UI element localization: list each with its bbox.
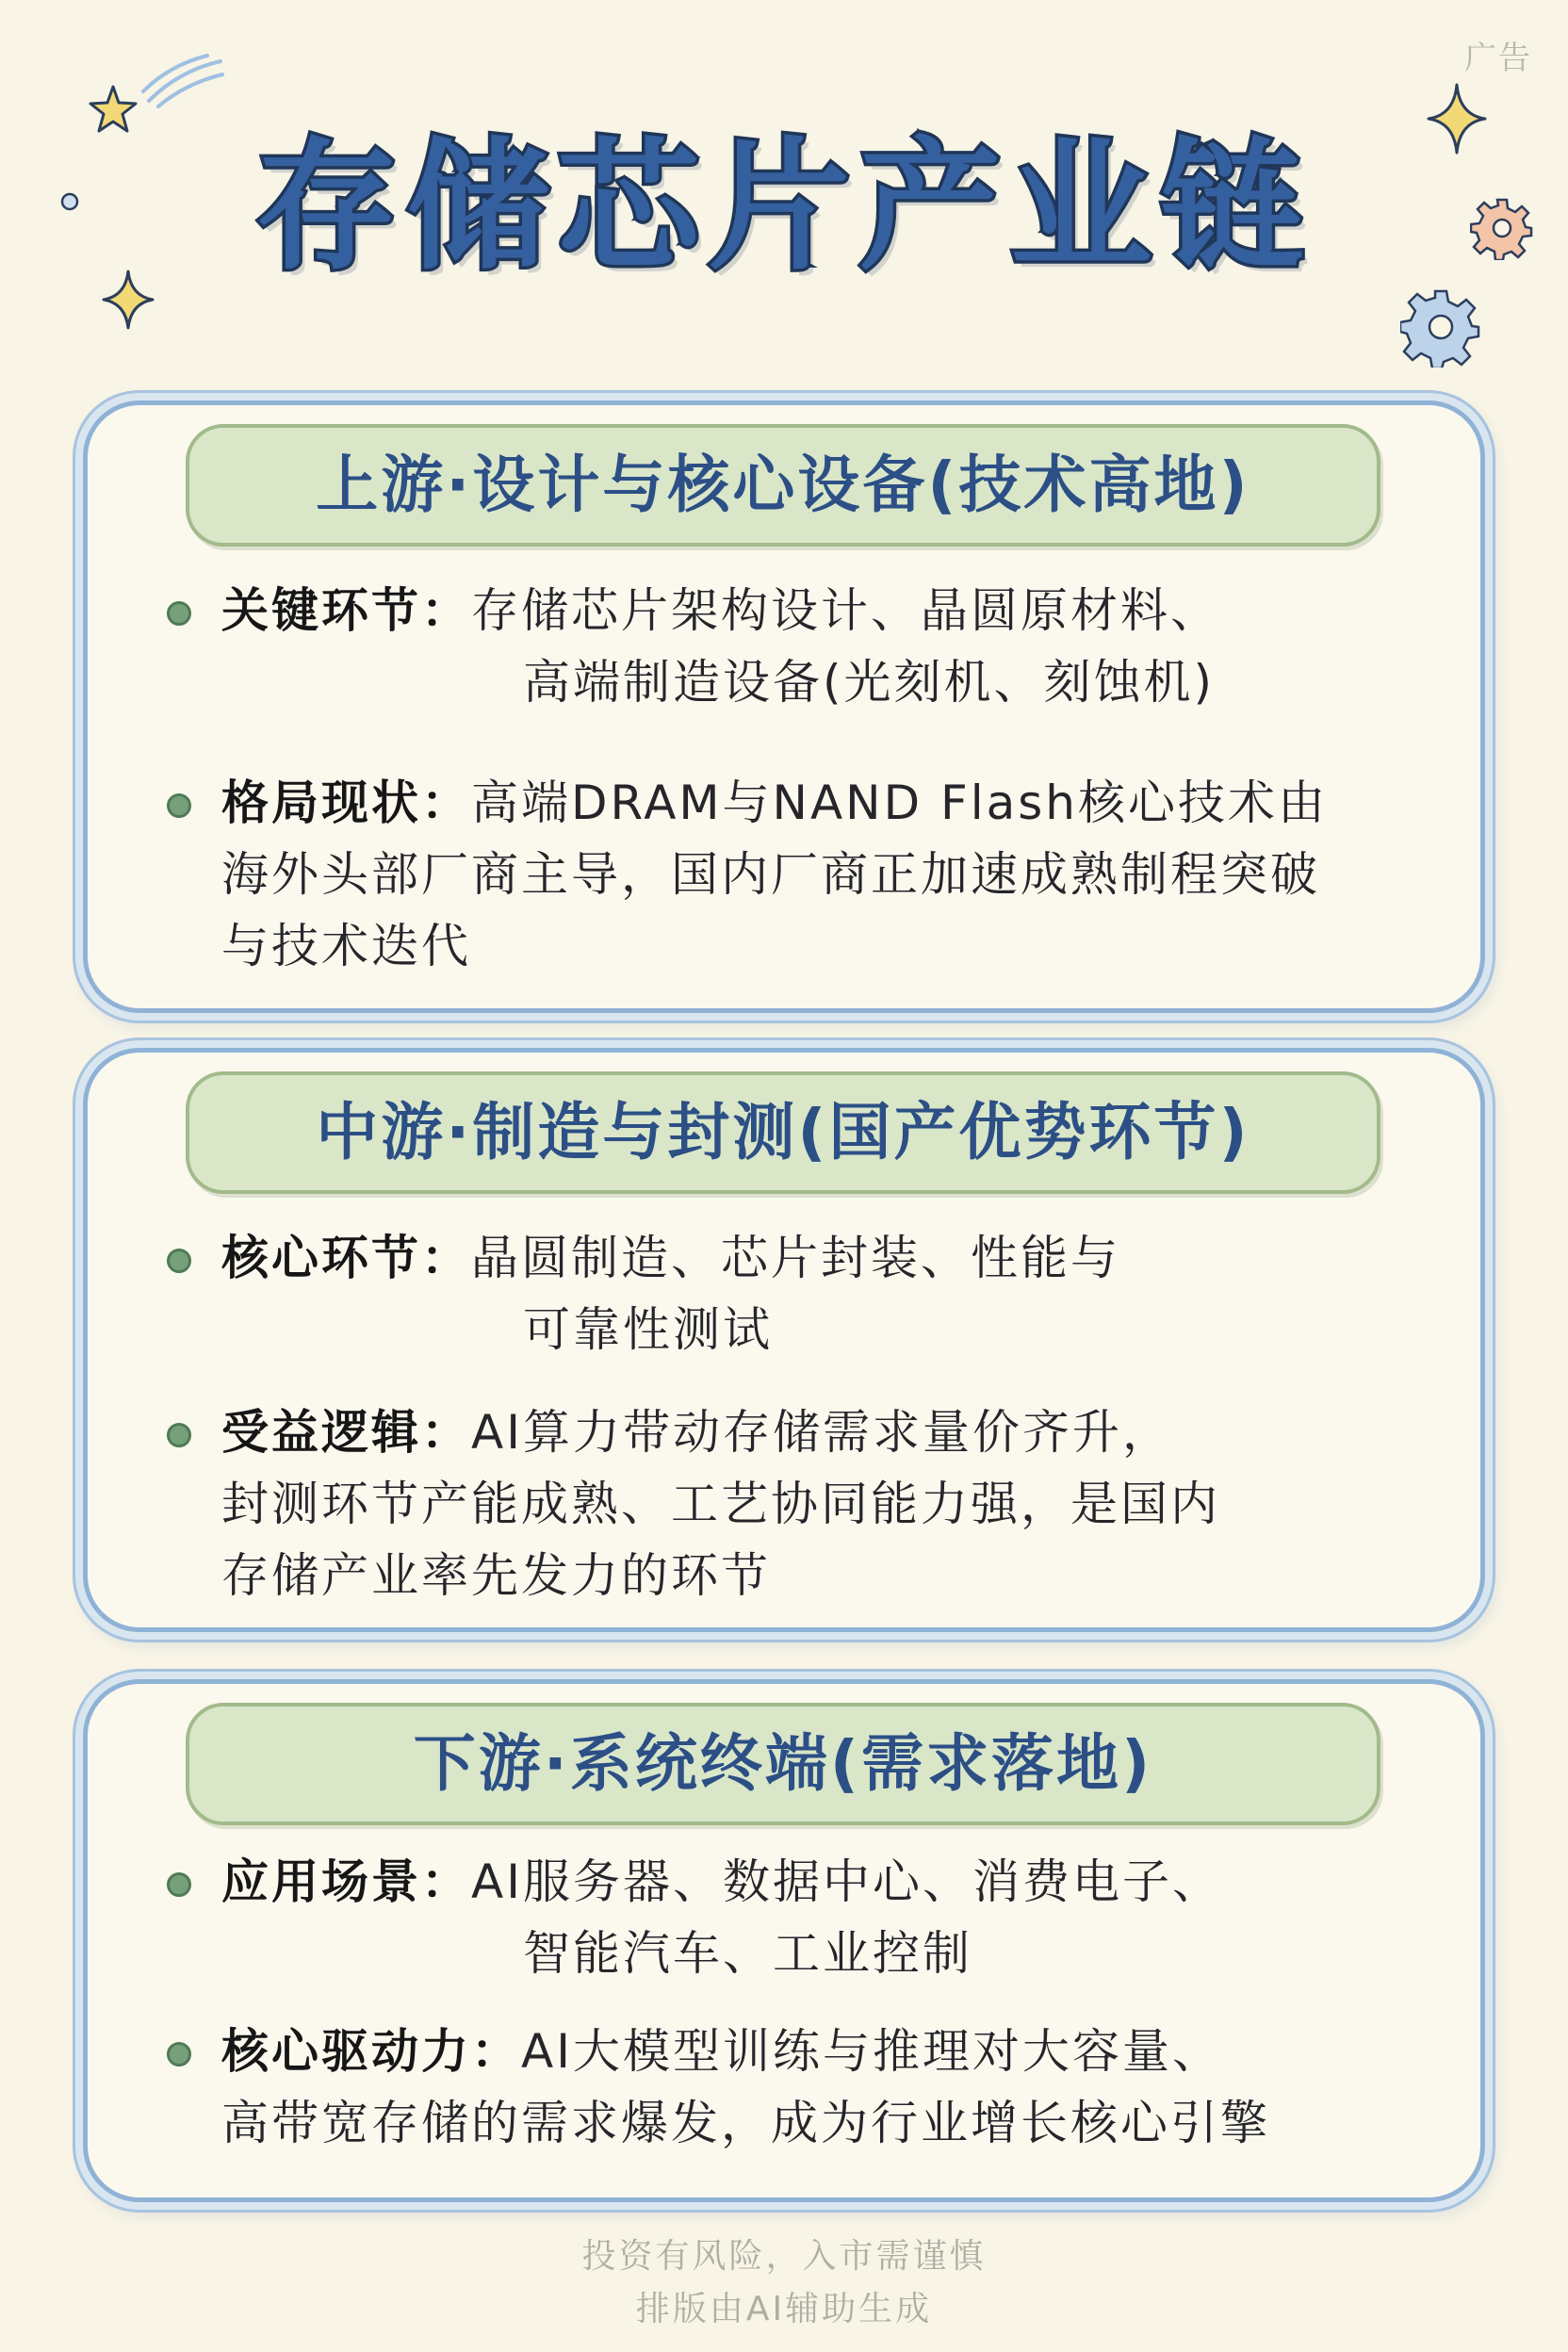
item-key: 应用场景： bbox=[221, 1854, 471, 1909]
item-value: 高端DRAM与NAND Flash核心技术由 bbox=[471, 776, 1328, 830]
item-value: 晶圆制造、芯片封装、性能与 bbox=[471, 1231, 1120, 1285]
ad-tag: 广告 bbox=[1464, 40, 1532, 77]
section-header: 上游·设计与核心设备(技术高地) bbox=[186, 424, 1380, 547]
page-title: 存储芯片产业链 bbox=[255, 125, 1312, 289]
section-header: 中游·制造与封测(国产优势环节) bbox=[186, 1071, 1380, 1194]
item-value: AI算力带动存储需求量价齐升， bbox=[471, 1405, 1172, 1460]
risk-disclaimer: 投资有风险，入市需谨慎 bbox=[581, 2237, 987, 2276]
item-value-cont: 与技术迭代 bbox=[221, 919, 471, 973]
item-key: 核心环节： bbox=[221, 1231, 471, 1285]
item-key: 格局现状： bbox=[221, 776, 471, 830]
item-value-cont: 高带宽存储的需求爆发，成为行业增长核心引擎 bbox=[221, 2096, 1270, 2150]
item-value: AI大模型训练与推理对大容量、 bbox=[521, 2024, 1222, 2079]
item-value: AI服务器、数据中心、消费电子、 bbox=[471, 1854, 1222, 1909]
ai-layout-note: 排版由AI辅助生成 bbox=[635, 2290, 933, 2328]
section-header: 下游·系统终端(需求落地) bbox=[186, 1703, 1380, 1825]
item-value-cont: 高端制造设备(光刻机、刻蚀机) bbox=[523, 655, 1216, 710]
bullet-icon bbox=[167, 793, 191, 818]
bullet-icon bbox=[167, 601, 191, 626]
motion-lines-icon bbox=[141, 52, 226, 108]
item-value-cont: 可靠性测试 bbox=[523, 1302, 773, 1357]
item-value-cont: 存储产业率先发力的环节 bbox=[221, 1548, 771, 1603]
bullet-icon bbox=[167, 1249, 191, 1273]
item-value-cont: 智能汽车、工业控制 bbox=[523, 1926, 972, 1981]
item-key: 受益逻辑： bbox=[221, 1405, 471, 1460]
section-downstream bbox=[83, 1679, 1485, 2202]
item-value: 存储芯片架构设计、晶圆原材料、 bbox=[471, 583, 1220, 638]
item-value-cont: 封测环节产能成熟、工艺协同能力强，是国内 bbox=[221, 1477, 1220, 1531]
section-upstream bbox=[83, 400, 1485, 1013]
section-midstream bbox=[83, 1048, 1485, 1632]
item-value-cont: 海外头部厂商主导，国内厂商正加速成熟制程突破 bbox=[221, 847, 1320, 902]
item-key: 关键环节： bbox=[221, 583, 471, 638]
item-key: 核心驱动力： bbox=[221, 2024, 521, 2079]
bullet-icon bbox=[167, 1423, 191, 1447]
bullet-icon bbox=[167, 2042, 191, 2066]
bullet-icon bbox=[167, 1872, 191, 1897]
